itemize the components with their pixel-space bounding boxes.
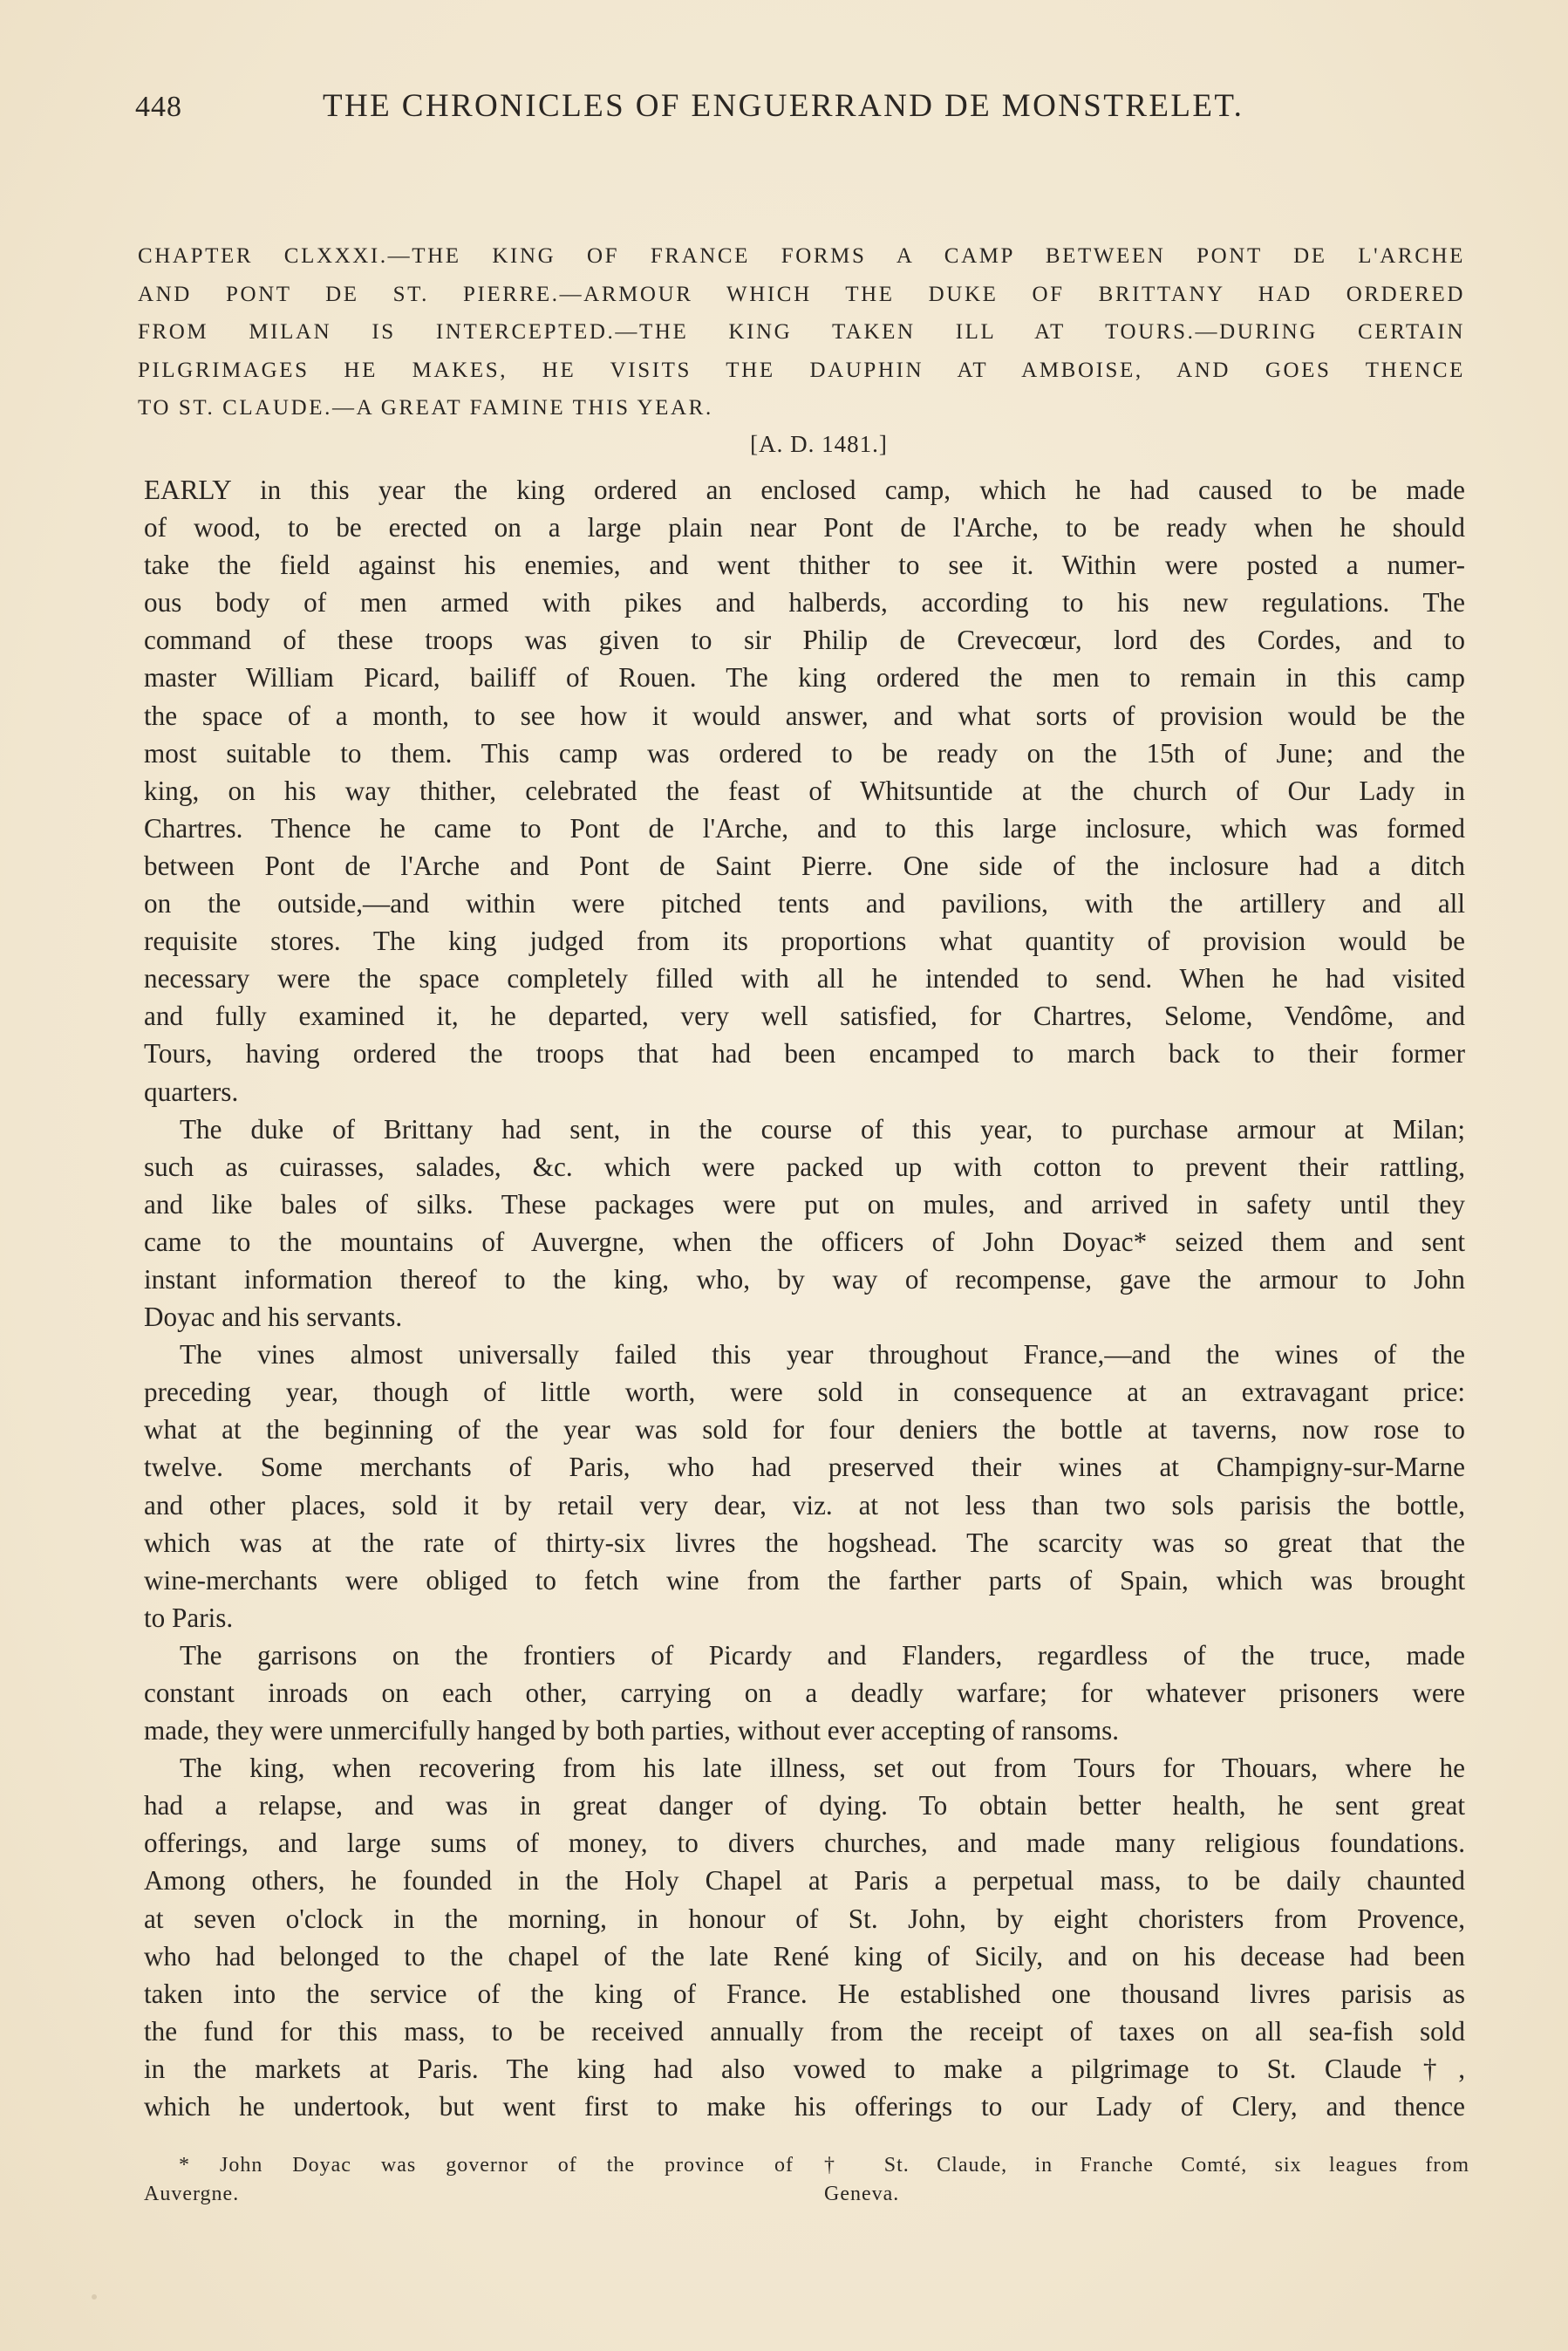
body-line: came to the mountains of Auvergne, when the officers of John Doyac* seized them and sent: [144, 1226, 1465, 1257]
body-line: taken into the service of the king of France. He established one thousand livres parisis as: [144, 1978, 1465, 2009]
body-line: at seven o'clock in the morning, in honour of St. John, by eight choristers from Provence,: [144, 1903, 1465, 1934]
body-line: The king, when recovering from his late illness, set out from Tours for Thouars, where he: [180, 1753, 1465, 1784]
body-line: master William Picard, bailiff of Rouen. The king ordered the men to remain in this camp: [144, 662, 1465, 694]
body-line: king, on his way thither, celebrated the feast of Whitsuntide at the church of Our Lady in: [144, 775, 1465, 806]
chapter-heading-line: PILGRIMAGES HE MAKES, HE VISITS THE DAUPHIN AT AMBOISE, AND GOES THENCE: [138, 358, 1465, 382]
body-line: the space of a month, to see how it would answer, and what sorts of provision would be the: [144, 700, 1465, 731]
body-line: necessary were the space completely filled with all he intended to send. When he had visited: [144, 963, 1465, 994]
body-line: The garrisons on the frontiers of Picardy and Flanders, regardless of the truce, made: [180, 1639, 1465, 1671]
body-line: The vines almost universally failed this year throughout France,—and the wines of the: [180, 1339, 1465, 1370]
body-line: who had belonged to the chapel of the late René king of Sicily, and on his decease had been: [144, 1940, 1465, 1972]
chapter-heading-line: FROM MILAN IS INTERCEPTED.—THE KING TAKEN ILL AT TOURS.—DURING CERTAIN: [138, 320, 1465, 344]
chapter-heading-line: CHAPTER CLXXXI.—THE KING OF FRANCE FORMS A CAMP BETWEEN PONT DE L'ARCHE: [138, 244, 1465, 268]
body-line: made, they were unmercifully hanged by both parties, without ever accepting of ransoms.: [144, 1715, 1120, 1746]
paper-speck: [92, 2294, 97, 2300]
body-line: and like bales of silks. These packages were put on mules, and arrived in safety until they: [144, 1188, 1465, 1220]
body-line: preceding year, though of little worth, were sold in consequence at an extravagant price:: [144, 1377, 1465, 1408]
body-line: offerings, and large sums of money, to divers churches, and made many religious foundations.: [144, 1828, 1465, 1859]
body-line: Doyac and his servants.: [144, 1302, 403, 1333]
body-line: constant inroads on each other, carrying on a deadly warfare; for whatever prisoners were: [144, 1678, 1465, 1708]
body-line: twelve. Some merchants of Paris, who had preserved their wines at Champigny-sur-Marne: [144, 1452, 1465, 1483]
body-line: had a relapse, and was in great danger of dying. To obtain better health, he sent great: [144, 1790, 1465, 1821]
footnote-line: Geneva.: [824, 2183, 900, 2205]
body-line: the fund for this mass, to be received annually from the receipt of taxes on all sea-fish sold: [144, 2015, 1465, 2047]
body-line: Among others, he founded in the Holy Chapel at Paris a perpetual mass, to be daily chaunted: [144, 1865, 1465, 1897]
body-line: between Pont de l'Arche and Pont de Saint Pierre. One side of the inclosure had a ditch: [144, 850, 1465, 881]
body-line: take the field against his enemies, and went thither to see it. Within were posted a numer-: [144, 550, 1465, 581]
page-number: 448: [135, 91, 182, 123]
body-line: what at the beginning of the year was sold for four deniers the bottle at taverns, now rose to: [144, 1414, 1465, 1445]
body-line: which he undertook, but went first to make his offerings to our Lady of Clery, and thence: [144, 2091, 1465, 2122]
body-text: [144, 471, 1465, 2125]
body-line: The duke of Brittany had sent, in the course of this year, to purchase armour at Milan;: [180, 1113, 1465, 1145]
body-line: such as cuirasses, salades, &c. which were packed up with cotton to prevent their rattling,: [144, 1151, 1465, 1182]
body-line: in the markets at Paris. The king had also vowed to make a pilgrimage to St. Claude†,: [144, 2053, 1465, 2084]
body-line: and fully examined it, he departed, very well satisfied, for Chartres, Selome, Vendôme, and: [144, 1001, 1465, 1032]
body-line: instant information thereof to the king, who, by way of recompense, gave the armour to John: [144, 1263, 1465, 1295]
body-line: ous body of men armed with pikes and halberds, according to his new regulations. The: [144, 587, 1465, 619]
chapter-heading-line: TO ST. CLAUDE.—A GREAT FAMINE THIS YEAR.: [138, 396, 713, 420]
footnote-st-claude: [824, 2151, 1469, 2209]
footnote-line: * John Doyac was governor of the province of: [179, 2154, 794, 2177]
body-line: most suitable to them. This camp was ordered to be ready on the 15th of June; and the: [144, 737, 1465, 769]
body-line: requisite stores. The king judged from its proportions what quantity of provision would be: [144, 926, 1465, 957]
body-line: Tours, having ordered the troops that had been encamped to march back to their former: [144, 1038, 1465, 1070]
footnote-john-doyac: [144, 2151, 794, 2209]
body-line: to Paris.: [144, 1602, 234, 1633]
body-line: and other places, sold it by retail very dear, viz. at not less than two sols parisis the bottle,: [144, 1489, 1465, 1521]
body-line: wine-merchants were obliged to fetch wine from the farther parts of Spain, which was brought: [144, 1564, 1465, 1596]
footnote-line: Auvergne.: [144, 2183, 240, 2205]
running-title: THE CHRONICLES OF ENGUERRAND DE MONSTRELET.: [323, 88, 1244, 124]
running-head: [135, 87, 1469, 127]
body-line: which was at the rate of thirty-six livres the hogshead. The scarcity was so great that the: [144, 1527, 1465, 1558]
body-line: EARLY in this year the king ordered an enclosed camp, which he had caused to be made: [144, 475, 1465, 505]
chapter-heading-line: AND PONT DE ST. PIERRE.—ARMOUR WHICH THE DUKE OF BRITTANY HAD ORDERED: [138, 282, 1465, 306]
body-line: on the outside,—and within were pitched tents and pavilions, with the artillery and all: [144, 888, 1465, 919]
body-line: command of these troops was given to sir Philip de Crevecœur, lord des Cordes, and to: [144, 625, 1465, 656]
body-line: of wood, to be erected on a large plain near Pont de l'Arche, to be ready when he should: [144, 512, 1465, 543]
chapter-date: [A. D. 1481.]: [750, 431, 888, 457]
footnote-line: † St. Claude, in Franche Comté, six leagues from: [824, 2154, 1469, 2177]
body-line: quarters.: [144, 1076, 239, 1107]
body-line: Chartres. Thence he came to Pont de l'Arche, and to this large inclosure, which was formed: [144, 812, 1465, 844]
chapter-heading: [138, 237, 1465, 427]
